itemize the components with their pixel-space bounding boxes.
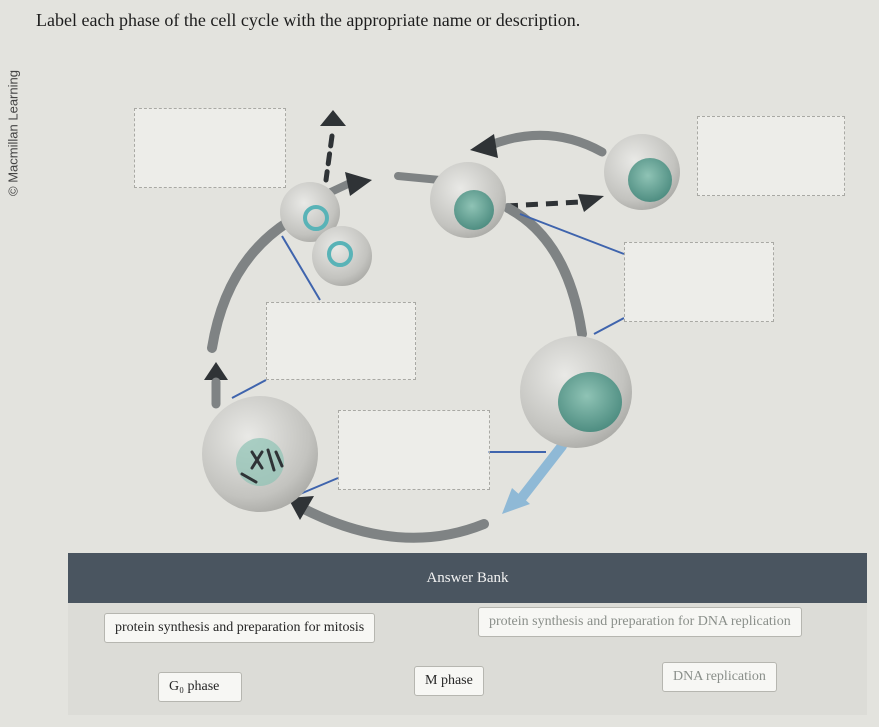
label-drop-target-g2[interactable] [338, 410, 490, 490]
answer-chip-g0-phase[interactable]: G₀ phase [158, 672, 242, 702]
dividing-cells [280, 182, 372, 286]
g0-dashed-arrow [326, 136, 332, 180]
cycle-arrow-top-segment [398, 176, 440, 180]
label-drop-target-g1[interactable] [266, 302, 416, 380]
answer-chip-m-phase[interactable]: M phase [414, 666, 484, 696]
answer-bank-header: Answer Bank [68, 553, 867, 603]
cycle-arrow-right [508, 208, 582, 334]
cycle-arrow-bottom [302, 508, 484, 538]
label-drop-target-g0-cell[interactable] [697, 116, 845, 196]
arrowhead-left-top [470, 134, 498, 158]
g0-cell [604, 134, 680, 210]
arrowhead-right-top [345, 172, 372, 196]
g2-cell [520, 336, 632, 448]
answer-chip-dna-replication[interactable]: DNA replication [662, 662, 777, 692]
label-drop-target-g0[interactable] [134, 108, 286, 188]
question-text: Label each phase of the cell cycle with the appropriate name or description. [36, 10, 581, 30]
answer-chip-protein-synthesis-mitosis[interactable]: protein synthesis and preparation for mitosis [104, 613, 375, 643]
g1-cell [430, 162, 506, 238]
to-g0-dashed-arrow [506, 202, 580, 206]
label-drop-target-s[interactable] [624, 242, 774, 322]
arrowhead-up-g0 [320, 110, 346, 126]
answer-chip-protein-synthesis-dna-replication[interactable]: protein synthesis and preparation for DNA replication [478, 607, 802, 637]
arrowhead-right-g0 [578, 194, 604, 212]
arrowhead-up-left [204, 362, 228, 380]
cycle-arrow-lower-right [520, 446, 562, 500]
credit-text: © Macmillan Learning [5, 69, 21, 196]
cycle-arrow-top-curve [488, 135, 602, 152]
mitosis-cell [202, 396, 318, 512]
